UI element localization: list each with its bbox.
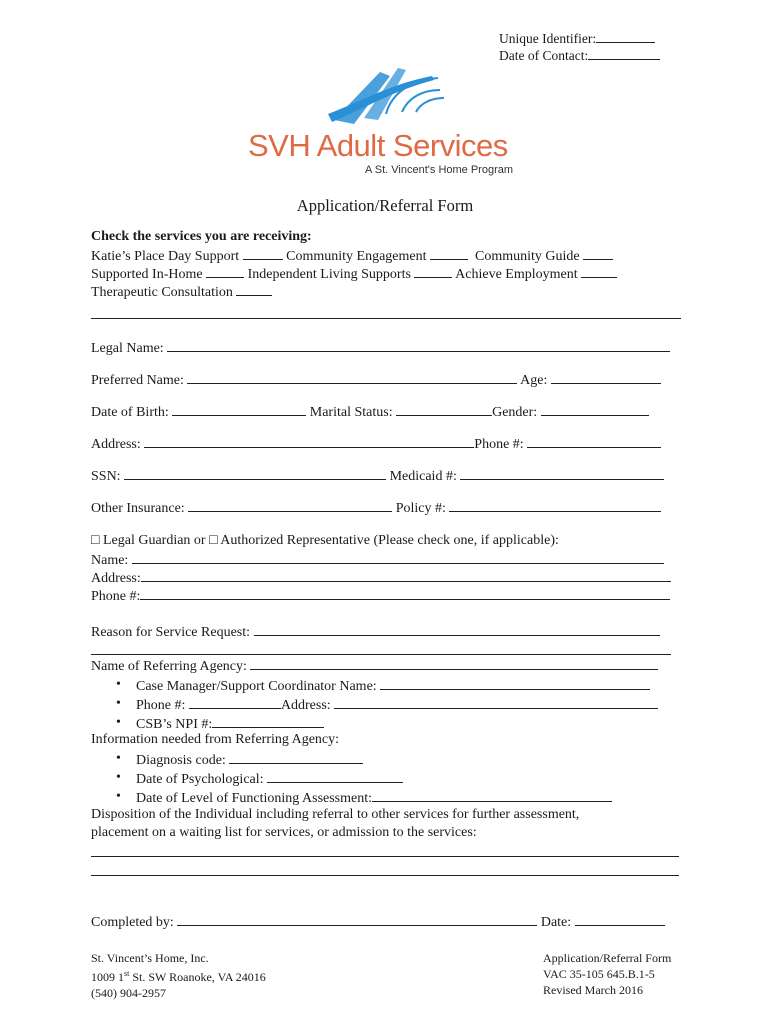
insurance-row	[91, 499, 661, 517]
reason-field[interactable]	[254, 623, 660, 636]
footer-form-name: Application/Referral Form	[543, 951, 672, 965]
ref-phone-row	[136, 696, 658, 714]
csb-npi-field[interactable]	[212, 715, 324, 728]
unique-identifier-field[interactable]	[596, 30, 655, 43]
reason-field-line-2[interactable]	[91, 654, 671, 655]
legal-name-label: Legal Name:	[91, 341, 164, 356]
logo-name: SVH Adult Services	[248, 128, 508, 163]
services-row-3	[91, 283, 272, 301]
policy-label: Policy #:	[395, 501, 446, 516]
case-manager-row	[136, 677, 650, 695]
legal-name-field[interactable]	[167, 339, 670, 352]
address-row	[91, 435, 661, 453]
legal-guardian-label: Legal Guardian or	[102, 533, 206, 548]
footer-right	[543, 950, 671, 998]
service-katies-place-field[interactable]	[243, 247, 283, 260]
section-divider	[91, 318, 681, 319]
legal-name-row	[91, 339, 670, 357]
guardian-phone-label: Phone #:	[91, 589, 141, 604]
form-title: Application/Referral Form	[296, 196, 474, 215]
other-insurance-label: Other Insurance:	[91, 501, 185, 516]
gender-field[interactable]	[541, 403, 649, 416]
agency-row	[91, 657, 658, 675]
service-community-engagement-field[interactable]	[430, 247, 468, 260]
completion-date-field[interactable]	[575, 913, 665, 926]
footer-phone: (540) 904-2957	[91, 986, 166, 1000]
service-achieve-employment-field[interactable]	[581, 265, 617, 278]
guardian-address-row	[91, 569, 671, 587]
age-field[interactable]	[551, 371, 661, 384]
lof-field[interactable]	[372, 789, 612, 802]
case-manager-field[interactable]	[380, 677, 650, 690]
psych-row	[136, 770, 403, 788]
dob-label: Date of Birth:	[91, 405, 169, 420]
service-therapeutic-consultation: Therapeutic Consultation	[91, 285, 233, 300]
lof-label: Date of Level of Functioning Assessment:	[136, 791, 373, 806]
service-community-guide: Community Guide	[475, 249, 580, 264]
service-community-guide-field[interactable]	[583, 247, 613, 260]
psych-field[interactable]	[267, 770, 403, 783]
medicaid-label: Medicaid #:	[389, 469, 457, 484]
service-supported-in-home-field[interactable]	[206, 265, 244, 278]
agency-label: Name of Referring Agency:	[91, 659, 247, 674]
agency-field[interactable]	[250, 657, 658, 670]
marital-status-field[interactable]	[396, 403, 492, 416]
authorized-rep-label: Authorized Representative (Please check one, if applicable):	[220, 533, 559, 548]
service-independent-living: Independent Living Supports	[247, 267, 411, 282]
guardian-name-row	[91, 551, 664, 569]
date-of-contact-field[interactable]	[588, 47, 660, 60]
guardian-phone-field[interactable]	[140, 587, 670, 600]
case-manager-label: Case Manager/Support Coordinator Name:	[136, 679, 377, 694]
address-label: Address:	[91, 437, 141, 452]
footer-revised: Revised March 2016	[543, 983, 643, 997]
ref-address-label: Address:	[280, 698, 331, 713]
dob-field[interactable]	[172, 403, 306, 416]
ssn-row	[91, 467, 664, 485]
csb-npi-row	[136, 715, 324, 733]
logo-tagline: A St. Vincent's Home Program	[365, 164, 514, 176]
reason-label: Reason for Service Request:	[91, 625, 251, 640]
service-independent-living-field[interactable]	[414, 265, 452, 278]
footer-vac-code: VAC 35-105 645.B.1-5	[543, 967, 655, 981]
age-label: Age:	[520, 373, 548, 388]
preferred-name-row	[91, 371, 661, 389]
dob-row	[91, 403, 649, 421]
reason-row	[91, 623, 660, 641]
diagnosis-label: Diagnosis code:	[136, 753, 226, 768]
guardian-name-label: Name:	[91, 553, 129, 568]
footer-org-name: St. Vincent’s Home, Inc.	[91, 951, 209, 965]
unique-identifier-label: Unique Identifier:	[499, 31, 597, 46]
diagnosis-field[interactable]	[229, 751, 363, 764]
service-katies-place: Katie’s Place Day Support	[91, 249, 240, 264]
service-therapeutic-consultation-field[interactable]	[236, 283, 272, 296]
services-row-2	[91, 265, 617, 283]
date-of-contact-label: Date of Contact:	[499, 48, 589, 63]
guardian-row	[91, 533, 559, 549]
guardian-phone-row	[91, 587, 670, 605]
bridge-logo-icon	[320, 62, 450, 128]
completed-by-row	[91, 913, 665, 931]
other-insurance-field[interactable]	[188, 499, 392, 512]
diagnosis-row	[136, 751, 363, 769]
service-achieve-employment: Achieve Employment	[455, 267, 578, 282]
services-heading: Check the services you are receiving:	[91, 229, 312, 244]
service-supported-in-home: Supported In-Home	[91, 267, 203, 282]
completed-by-field[interactable]	[177, 913, 537, 926]
guardian-address-field[interactable]	[141, 569, 671, 582]
phone-label: Phone #:	[474, 437, 524, 452]
legal-guardian-checkbox[interactable]: □	[91, 533, 100, 548]
service-community-engagement: Community Engagement	[286, 249, 427, 264]
marital-status-label: Marital Status:	[309, 405, 393, 420]
ref-address-field[interactable]	[334, 696, 658, 709]
ssn-label: SSN:	[91, 469, 121, 484]
completion-date-label: Date:	[540, 915, 572, 930]
disposition-field-line-1[interactable]	[91, 856, 679, 857]
ref-phone-label: Phone #:	[136, 698, 186, 713]
disposition-line-2: placement on a waiting list for services, or admission to the services:	[91, 825, 477, 840]
ssn-field[interactable]	[124, 467, 386, 480]
completed-by-label: Completed by:	[91, 915, 174, 930]
psych-label: Date of Psychological:	[136, 772, 264, 787]
guardian-name-field[interactable]	[132, 551, 664, 564]
footer-address: 1009 1st St. SW Roanoke, VA 24016	[91, 969, 266, 984]
info-needed-label: Information needed from Referring Agency:	[91, 732, 340, 747]
footer-left	[91, 950, 266, 1001]
ref-phone-field[interactable]	[189, 696, 281, 709]
medicaid-field[interactable]	[460, 467, 664, 480]
guardian-address-label: Address:	[91, 571, 141, 586]
gender-label: Gender:	[492, 405, 538, 420]
csb-npi-label: CSB’s NPI #:	[136, 717, 213, 732]
disposition-line-1: Disposition of the Individual including referral to other services for further assessment,	[91, 807, 580, 822]
lof-row	[136, 789, 612, 807]
preferred-name-field[interactable]	[187, 371, 517, 384]
authorized-rep-checkbox[interactable]: □	[209, 533, 218, 548]
preferred-name-label: Preferred Name:	[91, 373, 184, 388]
address-field[interactable]	[144, 435, 474, 448]
header-block	[499, 30, 660, 64]
policy-field[interactable]	[449, 499, 661, 512]
disposition-field-line-2[interactable]	[91, 875, 679, 876]
services-row-1	[91, 247, 613, 265]
phone-field[interactable]	[527, 435, 661, 448]
